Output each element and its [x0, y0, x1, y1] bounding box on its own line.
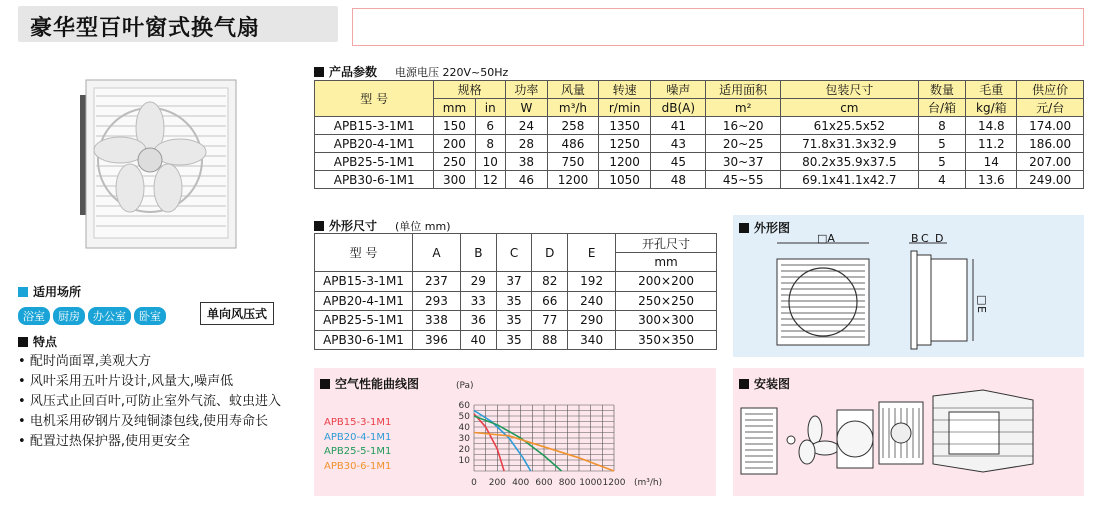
table-cell: 396 [413, 330, 461, 350]
col-header: C [496, 234, 532, 272]
col-header: E [568, 234, 616, 272]
x-tick-label: 400 [512, 478, 530, 488]
col-header: 噪声 [651, 81, 706, 99]
y-tick-label: 40 [458, 423, 470, 433]
product-image [70, 70, 250, 260]
table-cell: 300 [434, 171, 475, 189]
table-cell: APB20-4-1M1 [315, 135, 434, 153]
table-cell: 20~25 [706, 135, 781, 153]
table-cell: 69.1x41.1x42.7 [781, 171, 919, 189]
square-bullet-icon [314, 221, 324, 231]
usage-tag: 浴室 [18, 307, 50, 325]
col-header: 功率 [505, 81, 547, 99]
unit-cell: 元/台 [1017, 99, 1084, 117]
table-cell: APB15-3-1M1 [315, 272, 413, 292]
x-tick-label: 600 [535, 478, 553, 488]
table-cell: 340 [568, 330, 616, 350]
col-header: 数量 [918, 81, 966, 99]
table-row [315, 330, 717, 350]
table-cell: 1350 [598, 117, 650, 135]
table-cell: 200 [434, 135, 475, 153]
features-heading: 特点 [18, 333, 57, 350]
table-cell: 66 [532, 291, 568, 311]
table-cell: 249.00 [1017, 171, 1084, 189]
table-cell: 35 [496, 330, 532, 350]
table-cell: 1200 [547, 171, 598, 189]
dims-body [315, 272, 717, 350]
table-cell: 4 [918, 171, 966, 189]
feature-item: • 电机采用矽钢片及纯铜漆包线,使用寿命长 [18, 412, 303, 432]
unit-cell: dB(A) [651, 99, 706, 117]
table-cell: 14.8 [966, 117, 1017, 135]
col-header: 适用面积 [706, 81, 781, 99]
table-row [315, 171, 1084, 189]
table-cell: 192 [568, 272, 616, 292]
dim-label-e: □E [975, 293, 988, 313]
title-decor-box [352, 8, 1084, 46]
square-bullet-icon [18, 287, 28, 297]
table-cell: APB30-6-1M1 [315, 330, 413, 350]
table-cell: 150 [434, 117, 475, 135]
table-cell: 10 [475, 153, 505, 171]
table-cell: 40 [460, 330, 496, 350]
table-cell: 45~55 [706, 171, 781, 189]
table-cell: 28 [505, 135, 547, 153]
performance-chart [314, 368, 716, 496]
table-cell: 61x25.5x52 [781, 117, 919, 135]
col-header: 型 号 [315, 234, 413, 272]
unit-cell: 台/箱 [918, 99, 966, 117]
table-cell: 240 [568, 291, 616, 311]
table-cell: 207.00 [1017, 153, 1084, 171]
table-cell: 250×250 [616, 291, 717, 311]
usage-tag: 办公室 [88, 307, 131, 325]
table-cell: 33 [460, 291, 496, 311]
table-cell: 750 [547, 153, 598, 171]
unit-cell: cm [781, 99, 919, 117]
outline-heading: 外形图 [739, 219, 790, 236]
spec-body [315, 117, 1084, 189]
table-cell: 300×300 [616, 311, 717, 331]
unit-cell: kg/箱 [966, 99, 1017, 117]
feature-item: • 风压式止回百叶,可防止室外气流、蚊虫进入 [18, 392, 303, 412]
usage-tags [18, 305, 169, 325]
table-cell: 71.8x31.3x32.9 [781, 135, 919, 153]
legend-item: APB30-6-1M1 [324, 460, 392, 472]
table-cell: 14 [966, 153, 1017, 171]
install-panel [733, 368, 1084, 496]
col-header: 供应价 [1017, 81, 1084, 99]
table-cell: 350×350 [616, 330, 717, 350]
table-row [315, 153, 1084, 171]
feature-item: • 风叶采用五叶片设计,风量大,噪声低 [18, 372, 303, 392]
table-cell: 338 [413, 311, 461, 331]
square-bullet-icon [314, 67, 324, 77]
table-cell: 77 [532, 311, 568, 331]
table-cell: 186.00 [1017, 135, 1084, 153]
fan-type-label: 单向风压式 [200, 302, 274, 325]
table-cell: 43 [651, 135, 706, 153]
table-row [315, 291, 717, 311]
table-cell: 37 [496, 272, 532, 292]
table-cell: 237 [413, 272, 461, 292]
col-header: A [413, 234, 461, 272]
table-cell: 6 [475, 117, 505, 135]
table-cell: 45 [651, 153, 706, 171]
table-cell: 29 [460, 272, 496, 292]
table-cell: 8 [918, 117, 966, 135]
col-header: B [460, 234, 496, 272]
table-cell: 88 [532, 330, 568, 350]
col-header: 型 号 [315, 81, 434, 117]
table-cell: 5 [918, 153, 966, 171]
install-heading: 安装图 [739, 375, 790, 392]
table-cell: 5 [918, 135, 966, 153]
unit-cell: m² [706, 99, 781, 117]
unit-cell: m³/h [547, 99, 598, 117]
table-cell: APB25-5-1M1 [315, 311, 413, 331]
features-list [18, 352, 303, 452]
dim-label-d: D [935, 232, 944, 245]
feature-item: • 配置过热保护器,使用更安全 [18, 432, 303, 452]
table-cell: 36 [460, 311, 496, 331]
chart-panel [314, 368, 716, 496]
col-header: 开孔尺寸 [616, 234, 717, 253]
table-cell: 13.6 [966, 171, 1017, 189]
table-cell: APB20-4-1M1 [315, 291, 413, 311]
y-tick-label: 60 [458, 401, 470, 411]
table-cell: 250 [434, 153, 475, 171]
table-cell: 35 [496, 311, 532, 331]
table-cell: 258 [547, 117, 598, 135]
unit-cell: in [475, 99, 505, 117]
table-cell: 12 [475, 171, 505, 189]
col-header: 毛重 [966, 81, 1017, 99]
table-cell: 8 [475, 135, 505, 153]
dims-table [314, 233, 717, 350]
table-cell: 80.2x35.9x37.5 [781, 153, 919, 171]
x-tick-label: 1000 [579, 478, 603, 488]
legend-item: APB20-4-1M1 [324, 431, 392, 443]
unit-cell: W [505, 99, 547, 117]
table-cell: 38 [505, 153, 547, 171]
y-tick-label: 10 [458, 456, 470, 466]
table-cell: 293 [413, 291, 461, 311]
dim-label-c: C [921, 232, 929, 245]
table-cell: 46 [505, 171, 547, 189]
table-cell: APB30-6-1M1 [315, 171, 434, 189]
spec-table [314, 80, 1084, 189]
col-header: D [532, 234, 568, 272]
table-cell: APB15-3-1M1 [315, 117, 434, 135]
dim-label-b: B [911, 232, 919, 245]
legend-item: APB25-5-1M1 [324, 446, 392, 457]
table-cell: 11.2 [966, 135, 1017, 153]
dims-heading: 外形尺寸 (单位 mm) [314, 217, 451, 234]
unit-cell: mm [616, 253, 717, 272]
table-row [315, 135, 1084, 153]
table-cell: 486 [547, 135, 598, 153]
usage-heading: 适用场所 [18, 283, 81, 300]
chart-title: 空气性能曲线图 [320, 375, 419, 392]
table-cell: 82 [532, 272, 568, 292]
x-tick-label: 200 [488, 478, 506, 488]
outline-panel [733, 215, 1084, 357]
y-tick-label: 20 [458, 445, 470, 455]
legend-item: APB15-3-1M1 [324, 417, 392, 428]
x-axis-label: (m³/h) [634, 478, 663, 488]
col-header: 风量 [547, 81, 598, 99]
table-row [315, 117, 1084, 135]
usage-tag: 厨房 [53, 307, 85, 325]
table-cell: 24 [505, 117, 547, 135]
page-title: 豪华型百叶窗式换气扇 [30, 16, 261, 41]
y-tick-label: 30 [458, 434, 470, 444]
spec-heading: 产品参数 电源电压 220V~50Hz [314, 63, 508, 80]
y-axis-label: (Pa) [456, 381, 474, 391]
table-cell: 1200 [598, 153, 650, 171]
unit-cell: r/min [598, 99, 650, 117]
dim-label-a: □A [817, 232, 835, 245]
table-cell: 1050 [598, 171, 650, 189]
table-cell: 16~20 [706, 117, 781, 135]
table-cell: 200×200 [616, 272, 717, 292]
table-cell: 174.00 [1017, 117, 1084, 135]
square-bullet-icon [18, 337, 28, 347]
page-title-bar [18, 6, 338, 42]
table-cell: 1250 [598, 135, 650, 153]
table-cell: 48 [651, 171, 706, 189]
table-row [315, 272, 717, 292]
y-tick-label: 50 [458, 412, 470, 422]
x-tick-label: 1200 [602, 478, 626, 488]
feature-item: • 配时尚面罩,美观大方 [18, 352, 303, 372]
table-cell: 30~37 [706, 153, 781, 171]
table-cell: 35 [496, 291, 532, 311]
x-tick-label: 0 [471, 478, 477, 488]
col-header: 包装尺寸 [781, 81, 919, 99]
table-cell: 41 [651, 117, 706, 135]
table-cell: APB25-5-1M1 [315, 153, 434, 171]
col-header: 规格 [434, 81, 506, 99]
unit-cell: mm [434, 99, 475, 117]
col-header: 转速 [598, 81, 650, 99]
table-cell: 290 [568, 311, 616, 331]
usage-tag: 卧室 [134, 307, 166, 325]
table-row [315, 311, 717, 331]
x-tick-label: 800 [558, 478, 576, 488]
